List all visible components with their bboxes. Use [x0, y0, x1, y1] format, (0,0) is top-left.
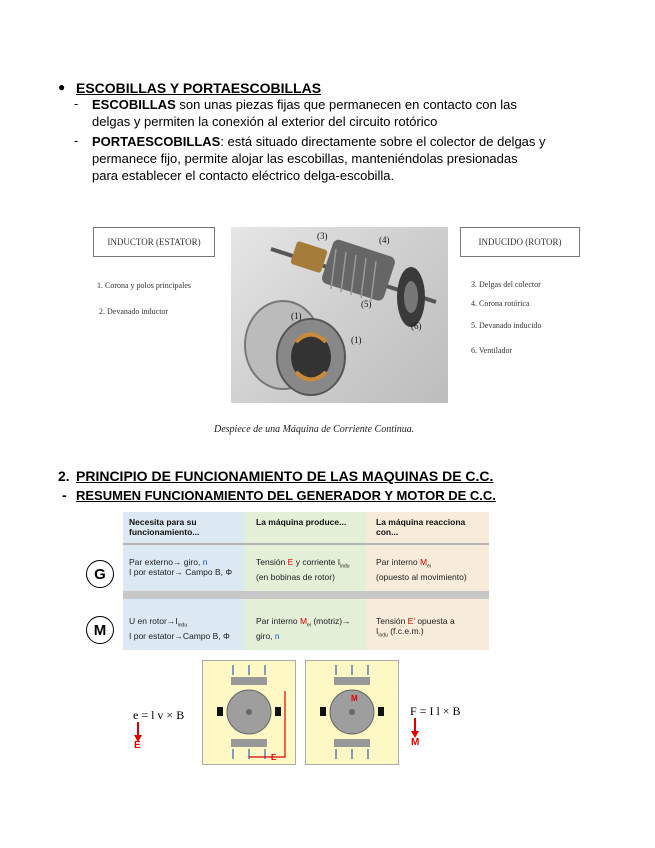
subscript: ei [427, 563, 431, 570]
dash: - [74, 96, 79, 111]
photo-label: (6) [411, 321, 422, 331]
text: Par interno [376, 557, 420, 567]
legend-item: 3. Delgas del colector [471, 280, 541, 289]
text: (opuesto al movimiento) [376, 571, 467, 582]
text: n [202, 557, 208, 567]
row-separator [123, 591, 489, 599]
photo-label: (3) [317, 231, 328, 241]
red-arrow-icon [411, 718, 419, 738]
red-arrow-icon [134, 722, 142, 742]
table-header-cell: La máquina produce... [256, 517, 347, 527]
machine-illustration [203, 661, 295, 764]
photo-label: (1) [351, 335, 362, 345]
motor-illustration [231, 227, 448, 403]
text: (motriz)→ [310, 616, 351, 626]
table-header-cell: Necesita para su funcionamiento... [129, 517, 200, 537]
generator-symbol: G [86, 560, 114, 588]
term: ESCOBILLAS [92, 97, 176, 112]
text: E' [407, 616, 415, 626]
paragraph-portaescobillas [92, 133, 582, 184]
table-cell [250, 553, 366, 586]
diagram-label: M [351, 694, 358, 703]
subscript: indu [378, 632, 388, 639]
inductor-box: INDUCTOR (ESTATOR) [93, 227, 215, 257]
table-cell [123, 553, 244, 581]
diagram-label: E [271, 753, 277, 762]
legend-item: 2. Devanado inductor [99, 307, 169, 316]
legend-item: 6. Ventilador [471, 346, 513, 355]
term: PORTAESCOBILLAS [92, 134, 221, 149]
arrow-label: M [411, 737, 420, 748]
text: (en bobinas de rotor) [256, 571, 335, 582]
bullet: ● [58, 80, 66, 94]
formula-motor: F = I l × B [410, 704, 461, 718]
text: n [274, 630, 280, 641]
motor-diagram [305, 660, 399, 765]
text: Par externo→ giro, [129, 557, 203, 567]
photo-label: (5) [361, 299, 372, 309]
header-separator [123, 543, 489, 545]
text: (f.c.e.m.) [387, 626, 424, 636]
text: Tensión [256, 557, 288, 567]
subscript: ei [307, 622, 311, 629]
text: : está situado directamente sobre el colector de delgas y [220, 134, 546, 149]
text: M [299, 616, 308, 626]
text: I por estator→Campo B, Φ [129, 630, 230, 641]
text: permanece fijo, permite alojar las escobillas, manteniéndolas presionadas [92, 151, 518, 166]
text: I [376, 626, 379, 636]
subheading-resumen: RESUMEN FUNCIONAMIENTO DEL GENERADOR Y MOTOR DE C.C. [76, 488, 496, 503]
section-heading-escobillas: ESCOBILLAS Y PORTAESCOBILLAS [76, 80, 322, 96]
machine-illustration [306, 661, 398, 764]
arrow-label: E [134, 740, 141, 751]
legend-item: 1. Corona y polos principales [97, 281, 191, 290]
photo-label: (1) [291, 311, 302, 321]
text: I por estator→ Campo B, Φ [129, 567, 233, 577]
text: Par interno [256, 616, 300, 626]
generator-diagram [202, 660, 296, 765]
formula-generator: e = l v × B [133, 708, 185, 722]
subscript: indu [340, 563, 350, 570]
inducido-box: INDUCIDO (ROTOR) [460, 227, 580, 257]
text: U en rotor→I [129, 616, 178, 626]
legend-item: 5. Devanado inducido [471, 321, 542, 330]
text: y corriente I [293, 557, 341, 567]
photo-label: (4) [379, 235, 390, 245]
section-heading-principio: PRINCIPIO DE FUNCIONAMIENTO DE LAS MAQUINAS DE C.C. [76, 468, 494, 484]
section-number: 2. [58, 468, 70, 484]
text: M [419, 557, 428, 567]
dash: - [74, 133, 79, 148]
text: Tensión [376, 616, 408, 626]
table-cell [370, 553, 488, 586]
paragraph-escobillas [92, 96, 582, 130]
subscript: indu [177, 622, 188, 629]
legend-item: 4. Corona rotórica [471, 299, 530, 308]
text: giro, [256, 630, 275, 641]
text: E [287, 557, 294, 567]
motor-symbol: M [86, 616, 114, 644]
text: delgas y permiten la conexión al exterior del circuito rotórico [92, 114, 438, 129]
figure-caption: Despiece de una Máquina de Corriente Continua. [214, 424, 415, 435]
table-cell [250, 612, 366, 645]
table-cell [123, 612, 244, 645]
dash: - [62, 487, 67, 503]
text: para establecer el contacto eléctrico delga-escobilla. [92, 168, 395, 183]
table-header-cell: La máquina reacciona con... [376, 517, 466, 537]
motor-exploded-photo [231, 227, 448, 403]
text: opuesta a [414, 616, 455, 626]
table-cell [370, 612, 488, 645]
text: son unas piezas fijas que permanecen en contacto con las [175, 97, 517, 112]
